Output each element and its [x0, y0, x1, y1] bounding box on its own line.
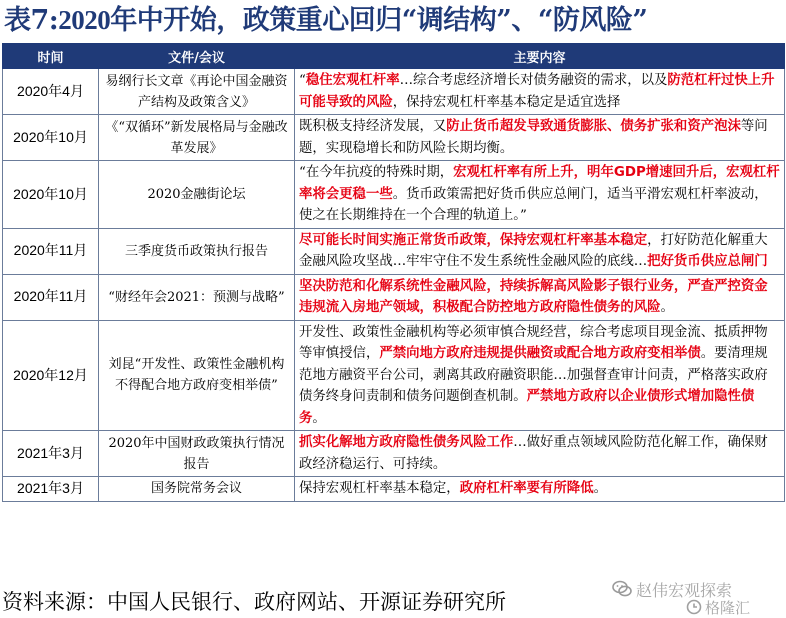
content-text: 等问题，实现稳增长和防风险长期均衡。 — [299, 119, 768, 156]
highlighted-text: 防止货币超发导致通货膨胀、债务扩张和资产泡沫 — [446, 119, 741, 134]
table-row — [3, 69, 785, 115]
content-text: ，保持宏观杠杆率基本稳定是适宜选择 — [392, 94, 621, 110]
row-date: 2020年12月 — [3, 320, 99, 431]
highlighted-text: 稳住宏观杠杆率 — [305, 73, 400, 88]
content-text: 既积极支持经济发展，又 — [299, 119, 447, 134]
highlighted-text: 抓实化解地方政府隐性债务风险工作 — [299, 435, 514, 450]
table-row — [3, 477, 785, 502]
table-row — [3, 228, 785, 274]
content-text: “ — [299, 73, 306, 88]
table-title — [4, 2, 784, 38]
watermark-primary: 赵伟宏观探索 — [636, 580, 733, 600]
row-date: 2020年11月 — [3, 228, 99, 274]
header-content: 主要内容 — [295, 44, 785, 69]
highlighted-text: 坚决防范和化解系统性金融风险，持续拆解高风险影子银行业务，严查严控资金违规流入房地产领域，积极配合防控地方政府隐性债务的风险 — [299, 278, 768, 315]
table-row — [3, 320, 785, 431]
row-date: 2020年10月 — [3, 115, 99, 161]
content-text: 。 — [593, 481, 607, 496]
row-content — [295, 115, 785, 161]
watermark-gelonghui — [686, 597, 750, 617]
row-document: 国务院常务会议 — [99, 477, 295, 502]
content-text: 。货币政策需把好货币供应总闸门，适当平滑宏观杠杆率波动，使之在长期维持在一个合理的轨道上。” — [299, 186, 768, 223]
table-row — [3, 115, 785, 161]
header-row — [3, 44, 785, 69]
header-date: 时间 — [3, 44, 99, 69]
row-document: “财经年会2021：预测与战略” — [99, 274, 295, 320]
watermark-secondary: 格隆汇 — [705, 598, 751, 617]
header-document: 文件/会议 — [99, 44, 295, 69]
row-date: 2021年3月 — [3, 477, 99, 502]
highlighted-text: 政府杠杆率要有所降低 — [459, 481, 594, 496]
highlighted-text: 把好货币供应总闸门 — [647, 254, 768, 269]
content-text: 。要清理规范地方融资平台公司，剥离其政府融资职能…加强督查审计问责，严格落实政府债务终身问责制和债务问题倒查机制。 — [299, 346, 768, 404]
highlighted-text: 严禁地方政府以企业债形式增加隐性债务 — [299, 389, 755, 426]
wechat-icon — [612, 580, 632, 598]
content-text: 。 — [312, 410, 326, 426]
content-text: 保持宏观杠杆率基本稳定， — [299, 481, 460, 496]
row-document: 刘昆“开发性、政策性金融机构 不得配合地方政府变相举债” — [99, 320, 295, 431]
row-date: 2020年4月 — [3, 69, 99, 115]
title-prefix: 表7: — [4, 5, 59, 36]
policy-table — [2, 43, 785, 502]
row-document: 2020金融街论坛 — [99, 161, 295, 229]
table-row — [3, 161, 785, 229]
title-year: 2020 — [58, 5, 111, 35]
row-document: 易纲行长文章《再论中国金融资产结构及政策含义》 — [99, 69, 295, 115]
content-text: 。 — [660, 300, 674, 315]
table-row — [3, 274, 785, 320]
row-date: 2020年11月 — [3, 274, 99, 320]
highlighted-text: 防范杠杆过快上升可能导致的风险 — [299, 73, 775, 110]
row-content — [295, 228, 785, 274]
highlighted-text: 宏观杠杆率有所上升，明年GDP增速回升后，宏观杠杆率将会更稳一些 — [299, 165, 780, 202]
content-text: ，打好防范化解重大金融风险攻坚战…牢牢守住不发生系统性金融风险的底线… — [299, 232, 768, 269]
gelonghui-logo-icon — [686, 599, 702, 615]
row-content — [295, 320, 785, 431]
source-note: 资料来源：中国人民银行、政府网站、开源证券研究所 — [2, 590, 506, 614]
row-date: 2021年3月 — [3, 431, 99, 477]
row-document: 2020年中国财政政策执行情况报告 — [99, 431, 295, 477]
row-content — [295, 274, 785, 320]
row-date: 2020年10月 — [3, 161, 99, 229]
table-row — [3, 431, 785, 477]
row-document: 《“双循环”新发展格局与金融改革发展》 — [99, 115, 295, 161]
row-content — [295, 161, 785, 229]
row-content — [295, 477, 785, 502]
highlighted-text: 严禁向地方政府违规提供融资或配合地方政府变相举债 — [379, 346, 701, 361]
title-text: 年中开始，政策重心回归“调结构”、“防风险” — [110, 5, 648, 36]
row-content — [295, 69, 785, 115]
content-text: “在今年抗疫的特殊时期， — [299, 165, 454, 180]
row-content — [295, 431, 785, 477]
content-text: 开发性、政策性金融机构等必须审慎合规经营，综合考虑项目现金流、抵质押物等审慎授信， — [299, 324, 768, 361]
row-document: 三季度货币政策执行报告 — [99, 228, 295, 274]
content-text: …做好重点领域风险防范化解工作，确保财政经济稳运行、可持续。 — [299, 435, 768, 472]
highlighted-text: 尽可能长时间实施正常货币政策，保持宏观杠杆率基本稳定 — [299, 232, 648, 248]
content-text: …综合考虑经济增长对债务融资的需求，以及 — [399, 73, 668, 88]
